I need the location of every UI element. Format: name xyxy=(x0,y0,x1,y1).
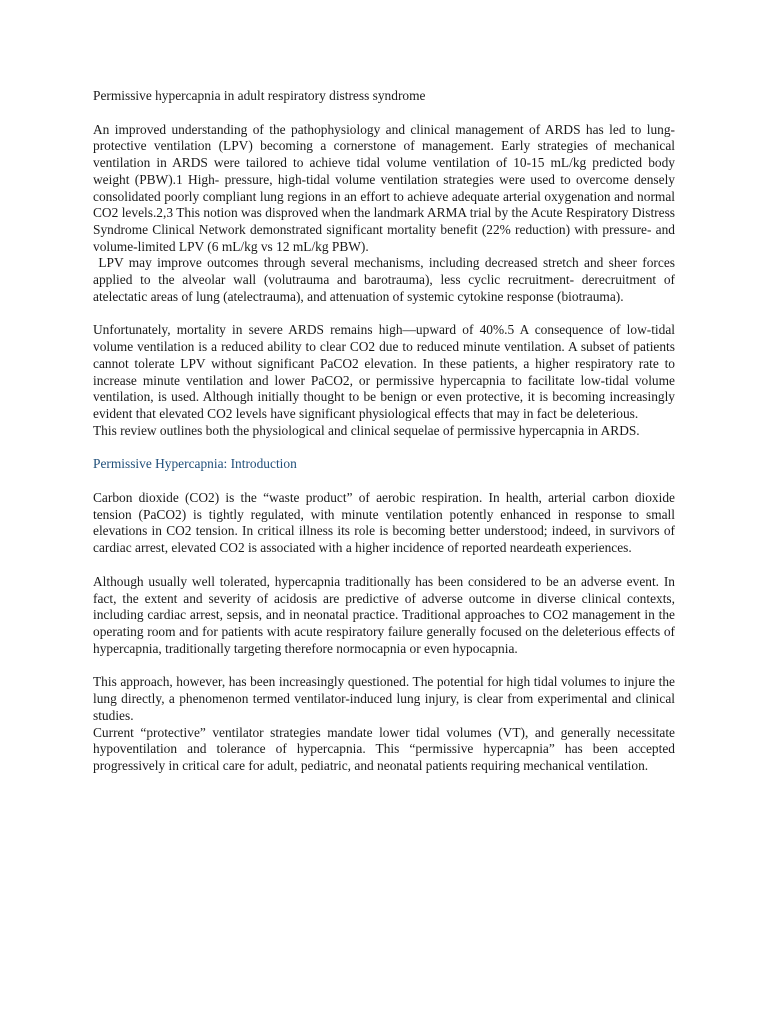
document-page xyxy=(93,88,675,775)
section-paragraph-3: This approach, however, has been increasingly questioned. The potential for high tidal volumes to injure the lung directly, a phenomenon termed ventilator-induced lung injury, is clear from experimental and clinical studies. xyxy=(93,674,675,723)
document-title: Permissive hypercapnia in adult respiratory distress syndrome xyxy=(93,88,426,103)
section-paragraph-4: Current “protective” ventilator strategies mandate lower tidal volumes (VT), and generally necessitate hypoventilation and tolerance of hypercapnia. This “permissive hypercapnia” has been accepted progressively in critical care for adult, pediatric, and neonatal patients requiring mechanical ventilation. xyxy=(93,724,675,773)
section-paragraph-2: Although usually well tolerated, hypercapnia traditionally has been considered to be an adverse event. In fact, the extent and severity of acidosis are predictive of adverse outcome in diverse clinical contexts, including cardiac arrest, sepsis, and in neonatal practice. Traditional approaches to CO2 management in the operating room and for patients with acute respiratory failure generally focused on the deleterious effects of hypercapnia, traditionally targeting therefore normocapnia or even hypocapnia. xyxy=(93,573,675,656)
intro-paragraph-1: An improved understanding of the pathophysiology and clinical management of ARDS has led to lung-protective ventilation (LPV) becoming a cornerstone of management. Early strategies of mechanical ventilation in ARDS were tailored to achieve tidal volume ventilation of 10-15 mL/kg predicted body weight (PBW).1 High- pressure, high-tidal volume ventilation strategies were used to overcome densely consolidated poorly compliant lung regions in an effort to achieve adequate arterial oxygenation and normal CO2 levels.2,3 This notion was disproved when the landmark ARMA trial by the Acute Respiratory Distress Syndrome Clinical Network demonstrated significant mortality benefit (22% reduction) with pressure- and volume-limited LPV (6 mL/kg vs 12 mL/kg PBW). xyxy=(93,121,675,254)
section-heading: Permissive Hypercapnia: Introduction xyxy=(93,456,297,472)
intro-paragraph-2: LPV may improve outcomes through several mechanisms, including decreased stretch and sheer forces applied to the alveolar wall (volutrauma and barotrauma), less cyclic recruitment- derecruitment of atelectatic areas of lung (atelectrauma), and attenuation of systemic cytokine response (biotrauma). xyxy=(93,255,675,304)
section-paragraph-1: Carbon dioxide (CO2) is the “waste product” of aerobic respiration. In health, arterial carbon dioxide tension (PaCO2) is tightly regulated, with minute ventilation potently enhanced in response to small elevations in CO2 tension. In critical illness its role is becoming better understood; indeed, in survivors of cardiac arrest, elevated CO2 is associated with a higher incidence of reported neardeath experiences. xyxy=(93,490,675,556)
intro-paragraph-4: This review outlines both the physiological and clinical sequelae of permissive hypercapnia in ARDS. xyxy=(93,422,640,438)
intro-paragraph-3: Unfortunately, mortality in severe ARDS remains high—upward of 40%.5 A consequence of low-tidal volume ventilation is a reduced ability to clear CO2 due to reduced minute ventilation. A subset of patients cannot tolerate LPV without significant PaCO2 elevation. In these patients, a higher respiratory rate to increase minute ventilation and lower PaCO2, or permissive hypercapnia to facilitate low-tidal volume ventilation, is used. Although initially thought to be benign or even protective, it is becoming increasingly evident that elevated CO2 levels have significant physiological effects that may in fact be deleterious. xyxy=(93,322,675,421)
